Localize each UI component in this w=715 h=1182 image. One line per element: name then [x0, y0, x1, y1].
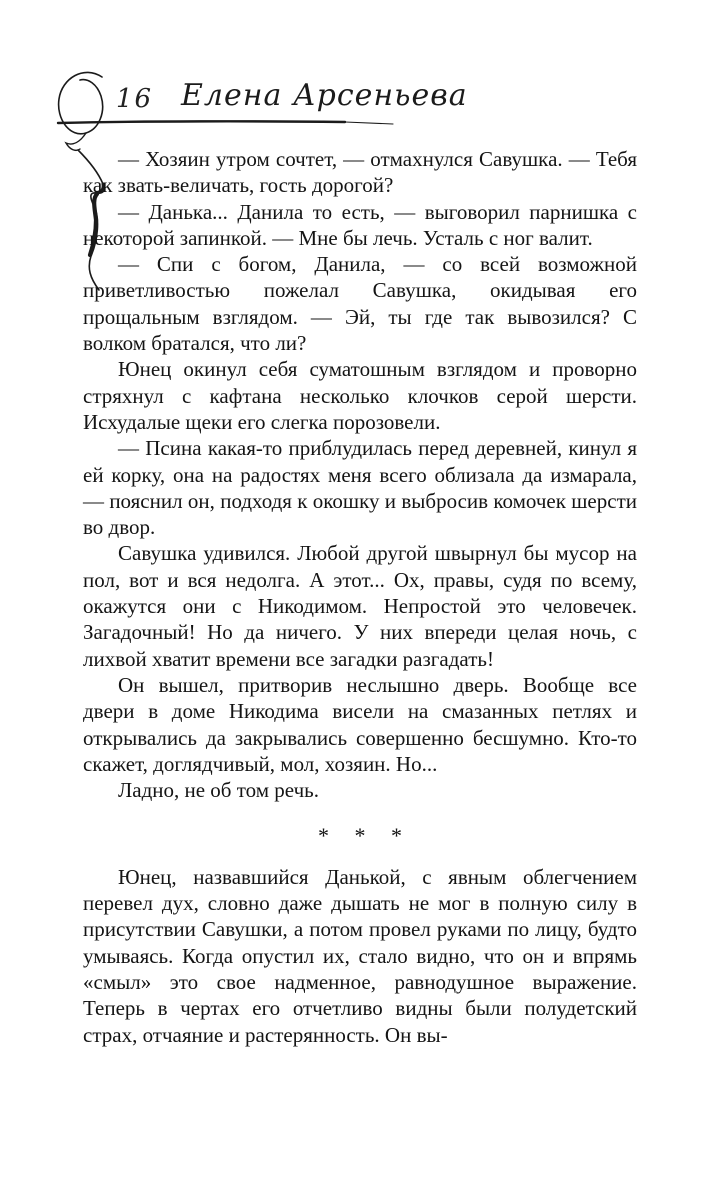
scene-separator: * * * — [318, 823, 412, 849]
paragraph: Юнец, назвавшийся Данькой, с явным облегчением перевел дух, словно даже дышать не мог в полную силу в присутствии Савушки, а потом провел руками по лицу, будто умываясь. Когда опустил их, стало видно, что он и впрямь «смыл» это свое надменное, равнодушное выражение. Теперь в чертах его отчетливо видны были полудетский страх, отчаяние и растерянность. Он вы- — [83, 864, 637, 1047]
paragraph: — Хозяин утром сочтет, — отмахнулся Савушка. — Тебя как звать-величать, гость дорогой? — [83, 147, 637, 198]
paragraph: — Псина какая-то приблудилась перед деревней, кинул я ей корку, она на радостях меня всего облизала да измарала, — пояснил он, подходя к окошку и выбросив комочек шерсти во двор. — [83, 436, 637, 540]
paragraph: Юнец окинул себя суматошным взглядом и проворно стряхнул с кафтана несколько клочков серой шерсти. Исхудалые щеки его слегка порозовели. — [83, 357, 637, 434]
running-header-author: Елена Арсеньева — [181, 78, 468, 113]
paragraph: — Спи с богом, Данила, — со всей возможной приветливостью пожелал Савушка, окидывая его прощальным взглядом. — Эй, ты где так вывозился? С волком братался, что ли? — [83, 252, 637, 356]
paragraph: Ладно, не об том речь. — [118, 778, 319, 803]
paragraph: Савушка удивился. Любой другой швырнул бы мусор на пол, вот и вся недолга. А этот... Ох, правы, судя по всему, окажутся они с Никодимом. Непростой это человечек. Загадочный! Но да ничего. У них впереди целая ночь, с лихвой хватит времени все загадки разгадать! — [83, 541, 637, 671]
page-number: 16 — [116, 84, 154, 114]
paragraph: Он вышел, притворив неслышно дверь. Вообще все двери в доме Никодима висели на смазанных петлях и открывались да закрывались совершенно бесшумно. Кто-то скажет, доглядчивый, мол, хозяин. Но... — [83, 672, 637, 776]
paragraph: — Данька... Данила то есть, — выговорил парнишка с некоторой запинкой. — Мне бы лечь. Усталь с ног валит. — [83, 199, 637, 250]
body-text-column — [83, 146, 637, 1048]
